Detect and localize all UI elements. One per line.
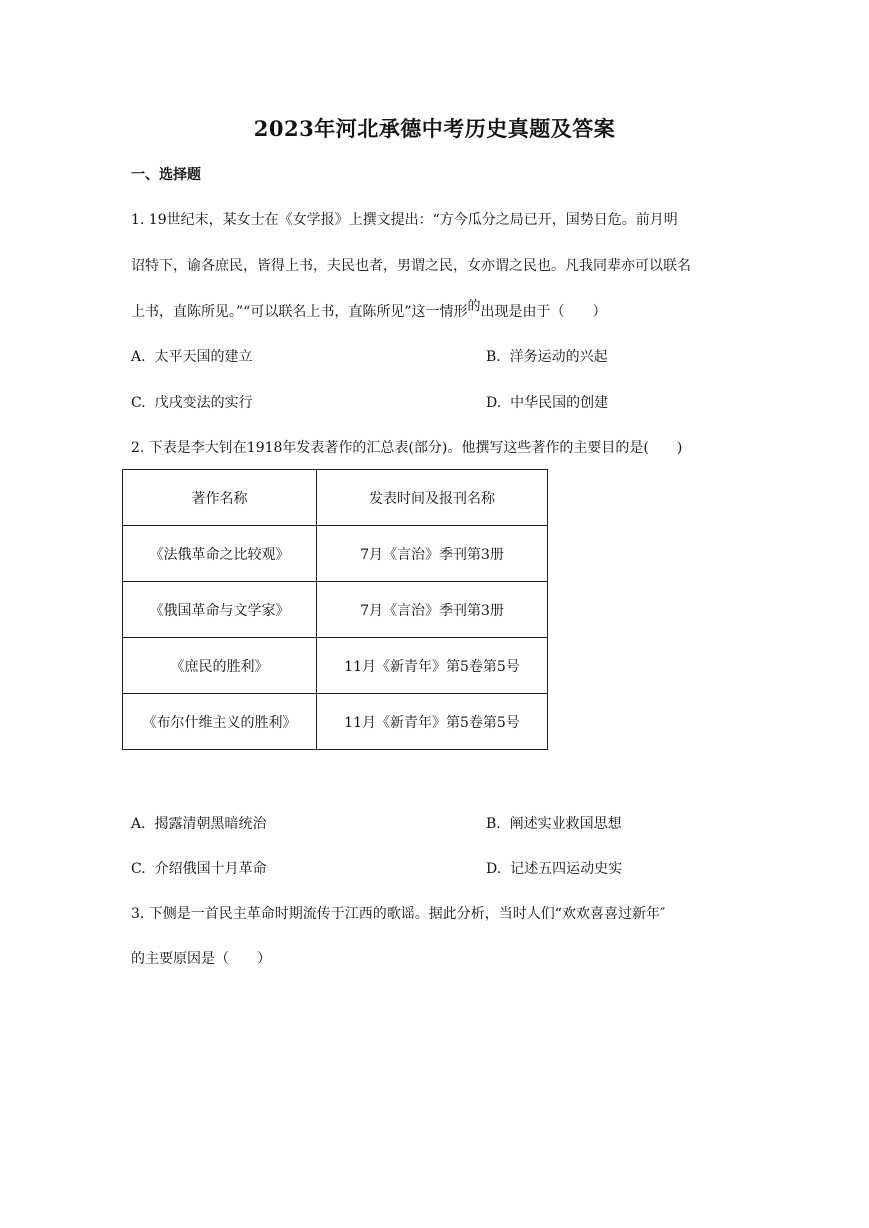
option-text: 戊戌变法的实行	[154, 395, 253, 411]
page-title: 2023年河北承德中考历史真题及答案	[253, 116, 616, 141]
option-label: B.	[486, 816, 501, 832]
option-label: B.	[486, 349, 501, 365]
option-text: 揭露清朝黑暗统治	[154, 816, 267, 832]
q1-line-1: 1. 19世纪末，某女士在《女学报》上撰文提出：“方今瓜分之局已开，国势日危。前月明	[131, 212, 678, 228]
table-header-row	[123, 470, 548, 526]
q1-line-3-sup: 的	[467, 299, 481, 314]
table-row	[123, 638, 548, 694]
q2-option-c	[131, 858, 267, 878]
option-text: 介绍俄国十月革命	[154, 861, 267, 877]
table-row	[123, 694, 548, 750]
table-cell: 《庶民的胜利》	[123, 638, 317, 694]
q1-line-3-part-b: 出现是由于（ ）	[480, 304, 607, 320]
q3-line-1: 3. 下侧是一首民主革命时期流传于江西的歌谣。据此分析，当时人们“欢欢喜喜过新年″	[131, 906, 666, 922]
option-text: 阐述实业救国思想	[509, 816, 622, 832]
table-header-cell: 发表时间及报刊名称	[317, 470, 548, 526]
section-heading: 一、选择题	[131, 167, 201, 183]
option-label: C.	[131, 861, 146, 877]
q2-option-a	[131, 813, 266, 833]
option-text: 太平天国的建立	[154, 349, 253, 365]
table-row	[123, 582, 548, 638]
q1-option-c	[131, 392, 253, 412]
table-header-cell: 著作名称	[123, 470, 317, 526]
q1-option-b	[486, 346, 608, 366]
option-text: 记述五四运动史实	[510, 861, 623, 877]
option-label: D.	[486, 395, 502, 411]
q1-option-d	[486, 392, 608, 412]
works-table	[122, 469, 548, 750]
option-label: C.	[131, 395, 146, 411]
option-text: 中华民国的创建	[510, 395, 609, 411]
q1-option-a	[131, 346, 252, 366]
table-cell: 《法俄革命之比较观》	[123, 526, 317, 582]
q2-stem: 2. 下表是李大钊在1918年发表著作的汇总表(部分)。他撰写这些著作的主要目的是( )	[131, 440, 683, 456]
table-cell: 11月《新青年》第5卷第5号	[317, 638, 548, 694]
q2-option-d	[486, 858, 622, 878]
q3-line-2: 的主要原因是（ ）	[131, 951, 271, 967]
table-cell: 《布尔什维主义的胜利》	[123, 694, 317, 750]
q2-option-b	[486, 813, 622, 833]
option-label: A.	[131, 816, 146, 832]
q1-line-2: 诏特下，谕各庶民，皆得上书，夫民也者，男谓之民，女亦谓之民也。凡我同辈亦可以联名	[131, 258, 691, 274]
option-label: D.	[486, 861, 502, 877]
q1-line-3	[131, 301, 607, 321]
q1-line-3-part-a: 上书，直陈所见。”“可以联名上书，直陈所见”这一情形	[131, 304, 468, 320]
option-label: A.	[131, 349, 146, 365]
option-text: 洋务运动的兴起	[509, 349, 608, 365]
table-cell: 11月《新青年》第5卷第5号	[317, 694, 548, 750]
table-cell: 7月《言治》季刊第3册	[317, 526, 548, 582]
table-cell: 7月《言治》季刊第3册	[317, 582, 548, 638]
table-cell: 《俄国革命与文学家》	[123, 582, 317, 638]
table-row	[123, 526, 548, 582]
